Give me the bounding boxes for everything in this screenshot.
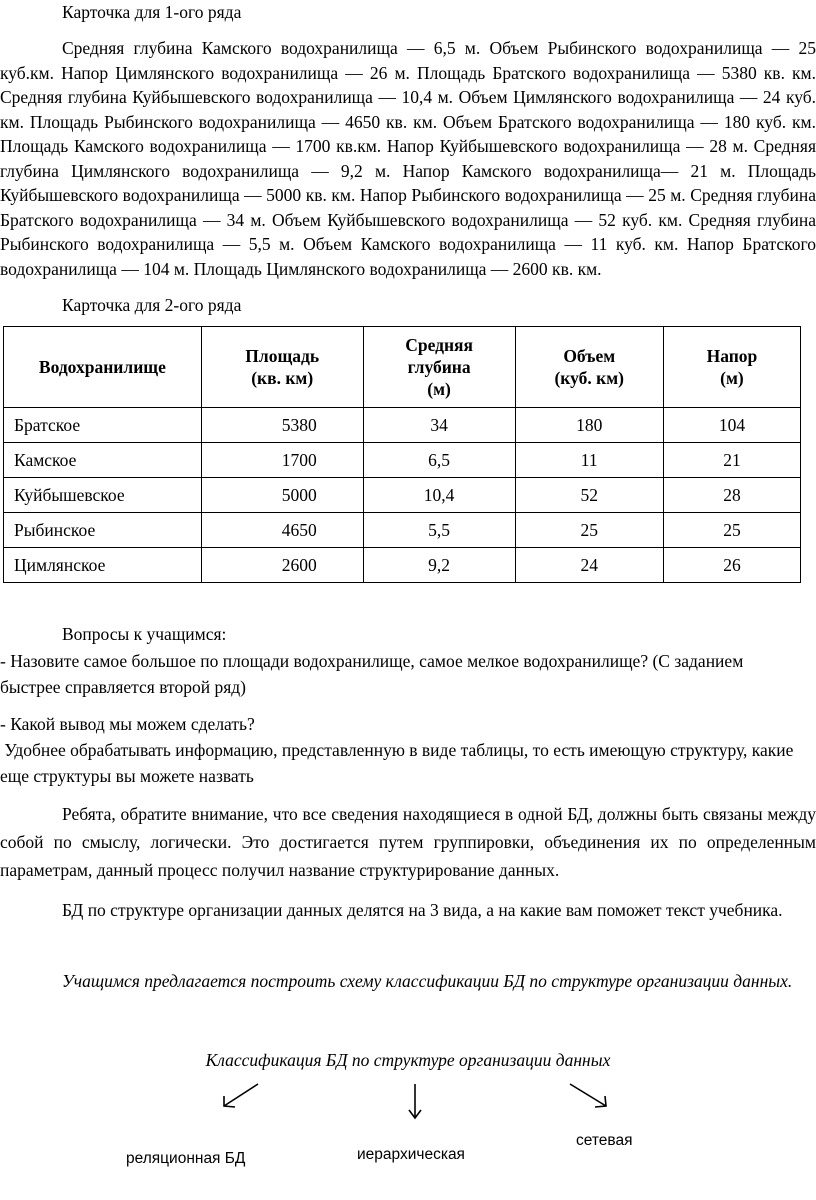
arrow-left-icon bbox=[224, 1084, 258, 1106]
diagram-node-hierarchical: иерархическая bbox=[357, 1146, 465, 1163]
header-area: Площадь (кв. км) bbox=[201, 327, 363, 408]
cell-name: Братское bbox=[4, 408, 202, 443]
paragraph-structuring-text: Ребята, обратите внимание, что все сведения находящиеся в одной БД, должны быть связаны между собой по смыслу, логически. Это достигается путем группировки, объединения их по определенным параметрам, данный процесс получил название структурирование данных. bbox=[0, 804, 816, 880]
cell-head: 104 bbox=[663, 408, 800, 443]
paragraph-task-text: Учащимся предлагается построить схему классификации БД по структуре организации данных. bbox=[62, 971, 793, 991]
cell-area: 5380 bbox=[201, 408, 363, 443]
cell-area: 2600 bbox=[201, 548, 363, 583]
cell-head: 28 bbox=[663, 478, 800, 513]
cell-name: Цимлянское bbox=[4, 548, 202, 583]
table-row bbox=[4, 548, 801, 583]
header-reservoir: Водохранилище bbox=[4, 327, 202, 408]
diagram-node-network: сетевая bbox=[576, 1132, 633, 1149]
cell-depth: 5,5 bbox=[363, 513, 515, 548]
table-row bbox=[4, 408, 801, 443]
table-row bbox=[4, 443, 801, 478]
header-head: Напор (м) bbox=[663, 327, 800, 408]
paragraph-structuring bbox=[0, 800, 816, 884]
cell-depth: 9,2 bbox=[363, 548, 515, 583]
arrow-right-icon bbox=[570, 1084, 606, 1106]
cell-head: 21 bbox=[663, 443, 800, 478]
cell-depth: 6,5 bbox=[363, 443, 515, 478]
cell-name: Куйбышевское bbox=[4, 478, 202, 513]
header-volume: Объем (куб. км) bbox=[515, 327, 663, 408]
cell-depth: 34 bbox=[363, 408, 515, 443]
question-1: - Назовите самое большое по площади водохранилище, самое мелкое водохранилище? (С заданием быстрее справляется второй ряд) bbox=[0, 651, 744, 697]
cell-name: Рыбинское bbox=[4, 513, 202, 548]
card1-title: Карточка для 1-ого ряда bbox=[62, 2, 242, 22]
cell-area: 5000 bbox=[201, 478, 363, 513]
cell-head: 25 bbox=[663, 513, 800, 548]
cell-name: Камское bbox=[4, 443, 202, 478]
cell-area: 1700 bbox=[201, 443, 363, 478]
diagram-title: Классификация БД по структуре организации данных bbox=[205, 1050, 611, 1070]
cell-depth: 10,4 bbox=[363, 478, 515, 513]
cell-head: 26 bbox=[663, 548, 800, 583]
table-row bbox=[4, 478, 801, 513]
paragraph-task bbox=[0, 962, 816, 1000]
paragraph-db-types-text: БД по структуре организации данных делятся на 3 вида, а на какие вам поможет текст учебника. bbox=[62, 900, 783, 920]
table-header-row bbox=[4, 327, 801, 408]
questions-title: Вопросы к учащимся: bbox=[62, 624, 227, 644]
cell-volume: 180 bbox=[515, 408, 663, 443]
cell-volume: 25 bbox=[515, 513, 663, 548]
header-depth: Средняя глубина (м) bbox=[363, 327, 515, 408]
reservoir-table bbox=[3, 326, 801, 583]
cell-area: 4650 bbox=[201, 513, 363, 548]
paragraph-db-types bbox=[0, 896, 816, 924]
table-row bbox=[4, 513, 801, 548]
cell-volume: 24 bbox=[515, 548, 663, 583]
card1-text-block bbox=[0, 36, 816, 281]
card1-text: Средняя глубина Камского водохранилища — 6,5 м. Объем Рыбинского водохранилища — 25 куб.км. Напор Цимлянского водохранилища — 26 м. Площадь Братского водохранилища — 5380 кв. км. Средняя глубина Куйбышевского водохранилища — 10,4 м. Объем Цимлянского водохранилища — 24 куб. км. Площадь Рыбинского водохранилища — 4650 кв. км. Объем Братского водохранилища — 180 куб. км. Площадь Камского водохранилища — 1700 кв.км. Напор Куйбышевского водохранилища — 28 м. Средняя глубина Цимлянского водохранилища — 9,2 м. Напор Камского водохранилища— 21 м. Площадь Куйбышевского водохранилища — 5000 кв. км. Напор Рыбинского водохранилища — 25 м. Средняя глубина Братского водохранилища — 34 м. Объем Куйбышевского водохранилища — 52 куб. км. Средняя глубина Рыбинского водохранилища — 5,5 м. Объем Камского водохранилища — 11 куб. км. Напор Братского водохранилища — 104 м. Площадь Цимлянского водохранилища — 2600 кв. км. bbox=[0, 38, 816, 279]
card2-title: Карточка для 2-ого ряда bbox=[62, 295, 242, 315]
cell-volume: 52 bbox=[515, 478, 663, 513]
answer-text: Удобнее обрабатывать информацию, представленную в виде таблицы, то есть имеющую структуру, какие еще структуры вы можете назвать bbox=[0, 740, 798, 786]
arrow-right-head-icon bbox=[595, 1096, 606, 1107]
cell-volume: 11 bbox=[515, 443, 663, 478]
diagram-node-relational: реляционная БД bbox=[126, 1150, 246, 1167]
question-2: - Какой вывод мы можем сделать? bbox=[0, 714, 255, 734]
